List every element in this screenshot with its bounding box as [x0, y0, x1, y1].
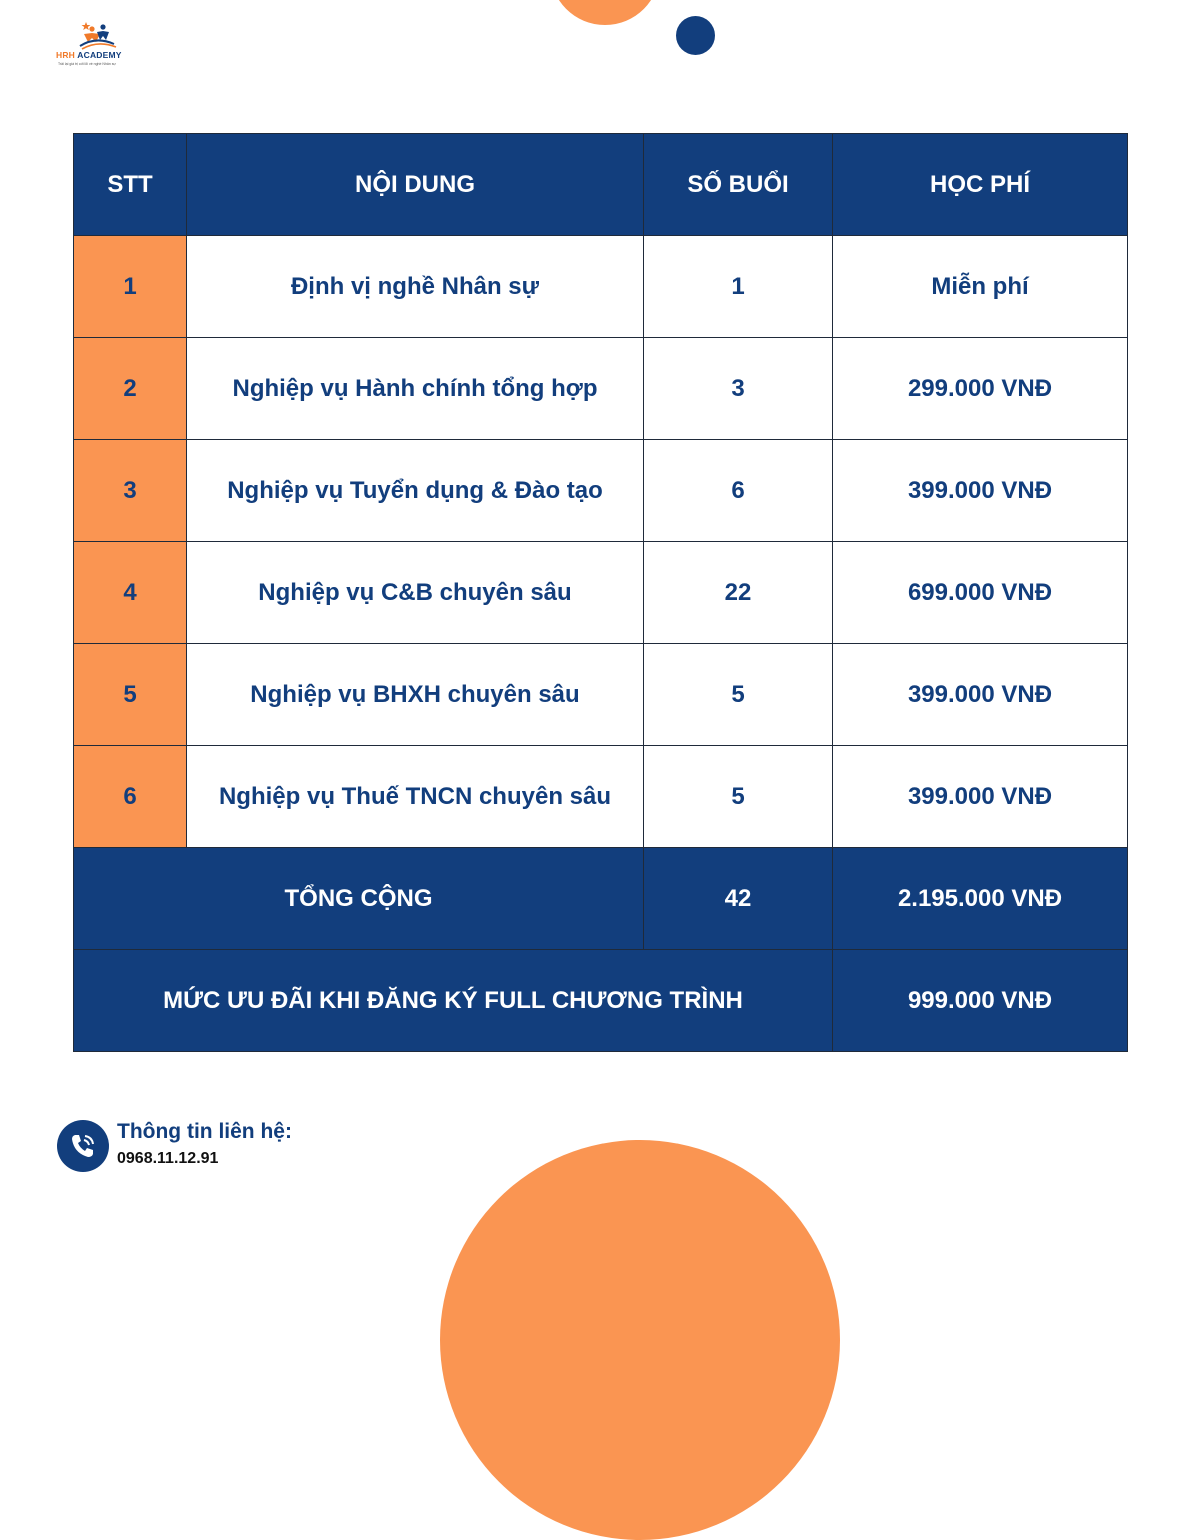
- table-row: [74, 440, 1128, 542]
- row-fee: 399.000 VNĐ: [833, 746, 1128, 848]
- header-sessions: SỐ BUỔI: [644, 134, 833, 236]
- fee-table: [73, 133, 1128, 1052]
- logo-hrh: HRH: [56, 50, 76, 60]
- table-row: [74, 338, 1128, 440]
- logo-name: [56, 50, 142, 60]
- row-fee: 399.000 VNĐ: [833, 644, 1128, 746]
- header-content: NỘI DUNG: [187, 134, 644, 236]
- decorative-orange-circle-top: [550, 0, 660, 25]
- table-row: [74, 542, 1128, 644]
- contact-label: Thông tin liên hệ:: [117, 1120, 292, 1143]
- total-sessions: 42: [644, 848, 833, 950]
- table-row: [74, 644, 1128, 746]
- row-sessions: 5: [644, 644, 833, 746]
- row-content: Nghiệp vụ C&B chuyên sâu: [187, 542, 644, 644]
- hrh-academy-logo: [56, 20, 142, 72]
- row-fee: 399.000 VNĐ: [833, 440, 1128, 542]
- logo-tagline: Trải lại giá trị cốt lõi về nghề Nhân sự: [58, 62, 116, 66]
- row-sessions: 3: [644, 338, 833, 440]
- header-stt: STT: [74, 134, 187, 236]
- row-content: Định vị nghề Nhân sự: [187, 236, 644, 338]
- row-sessions: 22: [644, 542, 833, 644]
- row-sessions: 1: [644, 236, 833, 338]
- total-row: [74, 848, 1128, 950]
- row-content: Nghiệp vụ Tuyển dụng & Đào tạo: [187, 440, 644, 542]
- row-stt: 6: [74, 746, 187, 848]
- total-label: TỔNG CỘNG: [74, 848, 644, 950]
- row-content: Nghiệp vụ BHXH chuyên sâu: [187, 644, 644, 746]
- row-fee: Miễn phí: [833, 236, 1128, 338]
- row-fee: 299.000 VNĐ: [833, 338, 1128, 440]
- row-stt: 1: [74, 236, 187, 338]
- contact-phone: 0968.11.12.91: [117, 1150, 219, 1167]
- offer-label: MỨC ƯU ĐÃI KHI ĐĂNG KÝ FULL CHƯƠNG TRÌNH: [74, 950, 833, 1052]
- row-content: Nghiệp vụ Hành chính tổng hợp: [187, 338, 644, 440]
- total-fee: 2.195.000 VNĐ: [833, 848, 1128, 950]
- row-sessions: 6: [644, 440, 833, 542]
- logo-academy: ACADEMY: [77, 50, 122, 60]
- row-stt: 2: [74, 338, 187, 440]
- decorative-orange-circle-bottom: [440, 1140, 840, 1540]
- table-row: [74, 236, 1128, 338]
- row-content: Nghiệp vụ Thuế TNCN chuyên sâu: [187, 746, 644, 848]
- table-header-row: [74, 134, 1128, 236]
- header-fee: HỌC PHÍ: [833, 134, 1128, 236]
- decorative-blue-dot: [676, 16, 715, 55]
- table-row: [74, 746, 1128, 848]
- row-stt: 5: [74, 644, 187, 746]
- row-sessions: 5: [644, 746, 833, 848]
- row-stt: 3: [74, 440, 187, 542]
- offer-fee: 999.000 VNĐ: [833, 950, 1128, 1052]
- offer-row: [74, 950, 1128, 1052]
- logo-people-icon: [70, 20, 126, 50]
- row-fee: 699.000 VNĐ: [833, 542, 1128, 644]
- phone-icon: [57, 1120, 109, 1172]
- row-stt: 4: [74, 542, 187, 644]
